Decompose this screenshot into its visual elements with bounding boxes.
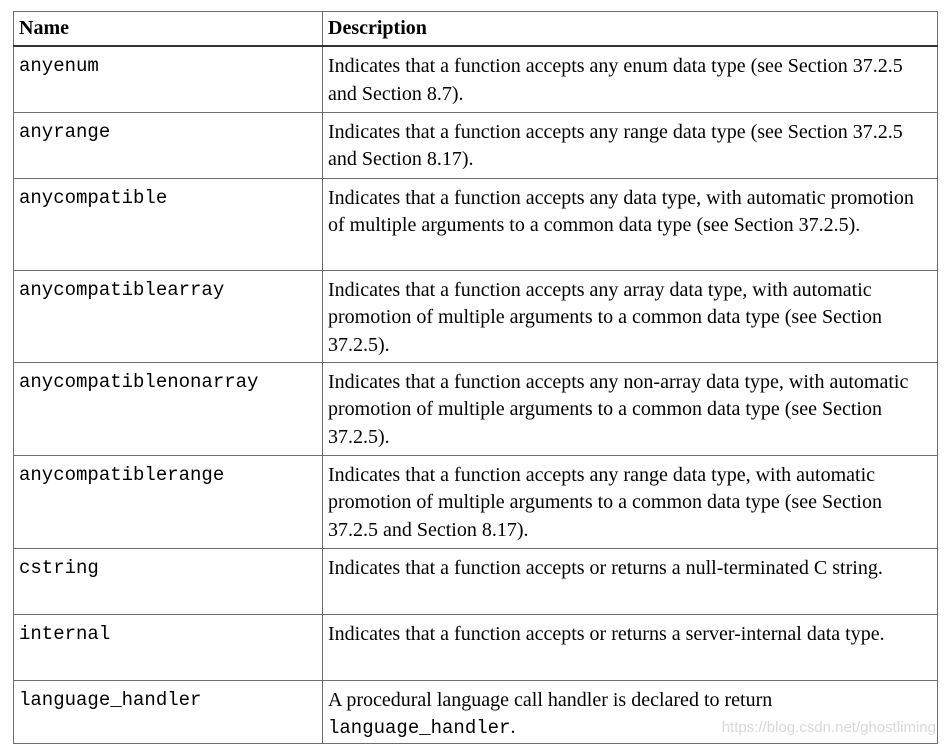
type-description — [323, 112, 938, 178]
type-name: cstring — [14, 548, 323, 614]
type-name: anyrange — [14, 112, 323, 178]
description-text: Indicates that a function accepts or returns a null-terminated C string. — [328, 556, 883, 579]
type-description — [323, 362, 938, 455]
description-text: Indicates that a function accepts any data type, with automatic promotion of multiple arguments to a common data type (see Section 37.2.5). — [328, 186, 914, 236]
table-row — [14, 362, 938, 455]
description-text: Indicates that a function accepts or returns a server-internal data type. — [328, 622, 885, 645]
description-text: Indicates that a function accepts any non-array data type, with automatic promotion of multiple arguments to a common data type (see Section 37.2.5). — [328, 370, 909, 448]
type-description — [323, 178, 938, 270]
type-description — [323, 614, 938, 680]
table-row — [14, 46, 938, 112]
type-description — [323, 46, 938, 112]
pseudo-types-table — [13, 11, 938, 744]
type-name: anycompatiblearray — [14, 270, 323, 362]
type-description — [323, 548, 938, 614]
table-row — [14, 112, 938, 178]
header-row — [14, 12, 938, 47]
table-row — [14, 270, 938, 362]
table-row — [14, 178, 938, 270]
header-description: Description — [323, 12, 938, 47]
type-name: anyenum — [14, 46, 323, 112]
description-text: Indicates that a function accepts any range data type (see Section 37.2.5 and Section 8.17). — [328, 120, 903, 170]
type-name: anycompatiblenonarray — [14, 362, 323, 455]
type-name: anycompatible — [14, 178, 323, 270]
type-name: internal — [14, 614, 323, 680]
type-name: language_handler — [14, 680, 323, 743]
table-row — [14, 455, 938, 548]
table-row — [14, 548, 938, 614]
type-description — [323, 455, 938, 548]
description-end: . — [510, 716, 516, 738]
watermark: https://blog.csdn.net/ghostliming — [721, 719, 936, 736]
description-text: Indicates that a function accepts any enum data type (see Section 37.2.5 and Section 8.7). — [328, 55, 903, 105]
header-name: Name — [14, 12, 323, 47]
description-text: A procedural language call handler is declared to return — [328, 688, 773, 711]
description-text: Indicates that a function accepts any array data type, with automatic promotion of multiple arguments to a common data type (see Section 37.2.5). — [328, 278, 882, 356]
type-name: anycompatiblerange — [14, 455, 323, 548]
description-text: Indicates that a function accepts any range data type, with automatic promotion of multiple arguments to a common data type (see Section 37.2.5 and Section 8.17). — [328, 463, 882, 541]
table-row — [14, 614, 938, 680]
description-code: language_handler — [328, 717, 511, 739]
type-description — [323, 270, 938, 362]
